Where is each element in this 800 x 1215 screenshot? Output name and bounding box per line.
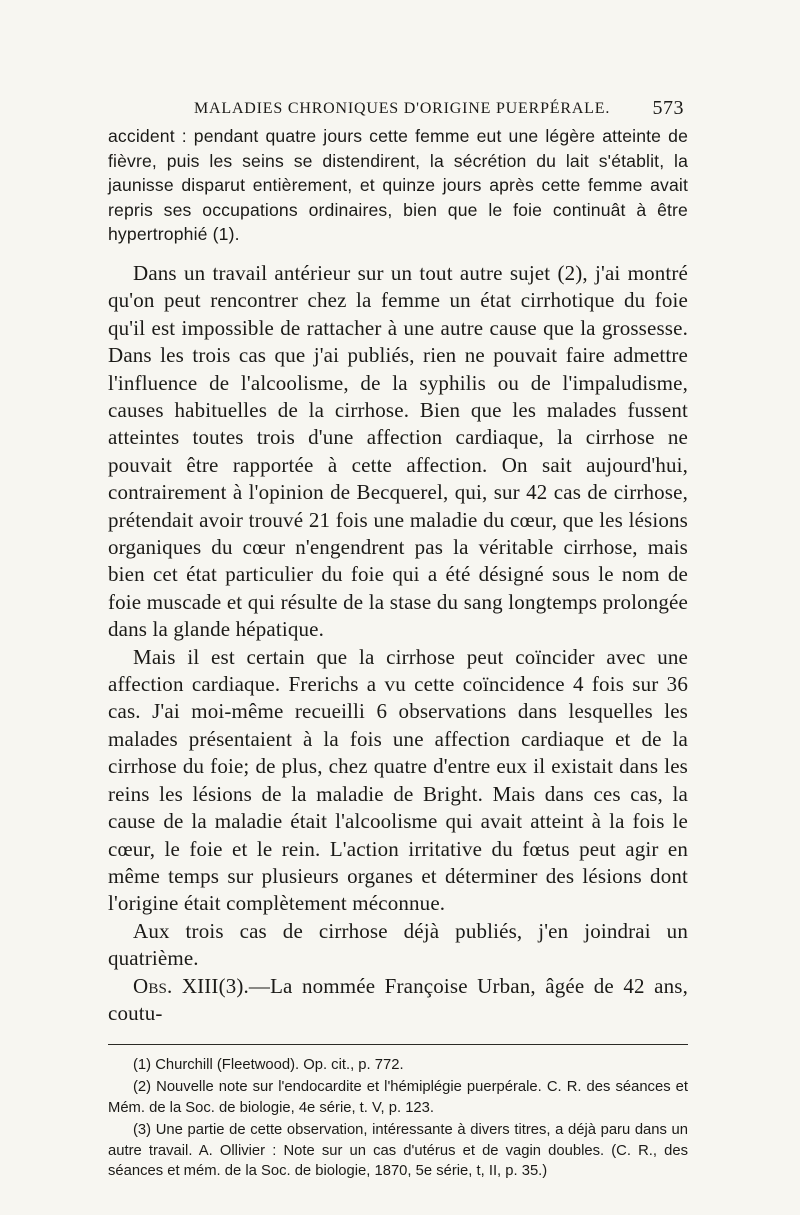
footnote-divider bbox=[108, 1044, 688, 1045]
paragraph-cardiac-coincidence: Mais il est certain que la cirrhose peut coïncider avec une affection cardiaque. Frerichs a vu cette coïncidence 4 fois sur 36 cas. J'ai moi-même recueilli 6 observations dans lesquelles les malades présentaient à la fois une affection cardiaque et de la cirrhose du foie; de plus, chez quatre d'entre eux il existait dans les reins les lésions de la maladie de Bright. Mais dans ces cas, la cause de la maladie était l'alcoolisme qui avait atteint à la fois le cœur, le foie et le rein. L'action irritative du fœtus peut agir en même temps sur plusieurs organes et déterminer des lésions dont l'origine était complètement méconnue. bbox=[108, 644, 688, 916]
intro-paragraph: accident : pendant quatre jours cette femme eut une légère atteinte de fièvre, puis les seins se distendirent, la sécrétion du lait s'établit, la jaunisse disparut entièrement, et quinze jours après cette femme avait repris ses occupations ordinaires, bien que le foie continuât à être hypertrophié (1). bbox=[108, 126, 688, 245]
observation-paragraph bbox=[108, 973, 688, 1028]
observation-text: —La nommée Françoise Urban, âgée de 42 ans, coutu- bbox=[108, 973, 688, 1025]
main-text bbox=[108, 260, 688, 1027]
running-title: MALADIES CHRONIQUES D'ORIGINE PUERPÉRALE. bbox=[194, 100, 611, 117]
page-number: 573 bbox=[652, 97, 684, 119]
paragraph-cirrhosis-study: Dans un travail antérieur sur un tout autre sujet (2), j'ai montré qu'on peut rencontrer chez la femme un état cirrhotique du foie qu'il est impossible de rattacher à une autre cause que la grossesse. Dans les trois cas que j'ai publiés, rien ne pouvait faire admettre l'influence de l'alcoolisme, de la syphilis ou de l'impaludisme, causes habituelles de la cirrhose. Bien que les malades fussent atteintes toutes trois d'une affection cardiaque, la cirrhose ne pouvait être rapportée à cette affection. On sait aujourd'hui, contrairement à l'opinion de Becquerel, qui, sur 42 cas de cirrhose, prétendait avoir trouvé 21 fois une maladie du cœur, que les lésions organiques du cœur n'engendrent pas la véritable cirrhose, mais bien cet état particulier du foie qui a été désigné sous le nom de foie muscade et qui résulte de la stase du sang longtemps prolongée dans la glande hépatique. bbox=[108, 260, 688, 642]
footnote-2: (2) Nouvelle note sur l'endocardite et l'hémiplégie puerpérale. C. R. des séances et Mém. de la Soc. de biologie, 4e série, t. V, p. 123. bbox=[108, 1079, 688, 1116]
footnote-1: (1) Churchill (Fleetwood). Op. cit., p. 772. bbox=[133, 1057, 404, 1074]
footnote-3: (3) Une partie de cette observation, intéressante à divers titres, a déjà paru dans un autre travail. A. Ollivier : Note sur un cas d'utérus et de vagin doubles. (C. R., des séances et mém. de la Soc. de biologie, 1870, 5e série, t, II, p. 35.) bbox=[108, 1121, 688, 1180]
paragraph-fourth-case: Aux trois cas de cirrhose déjà publiés, j'en joindrai un quatrième. bbox=[108, 918, 688, 971]
footnotes bbox=[108, 1055, 688, 1182]
page-header bbox=[108, 92, 688, 122]
book-page bbox=[108, 92, 688, 1182]
observation-label: Obs. XIII(3). bbox=[133, 973, 249, 998]
